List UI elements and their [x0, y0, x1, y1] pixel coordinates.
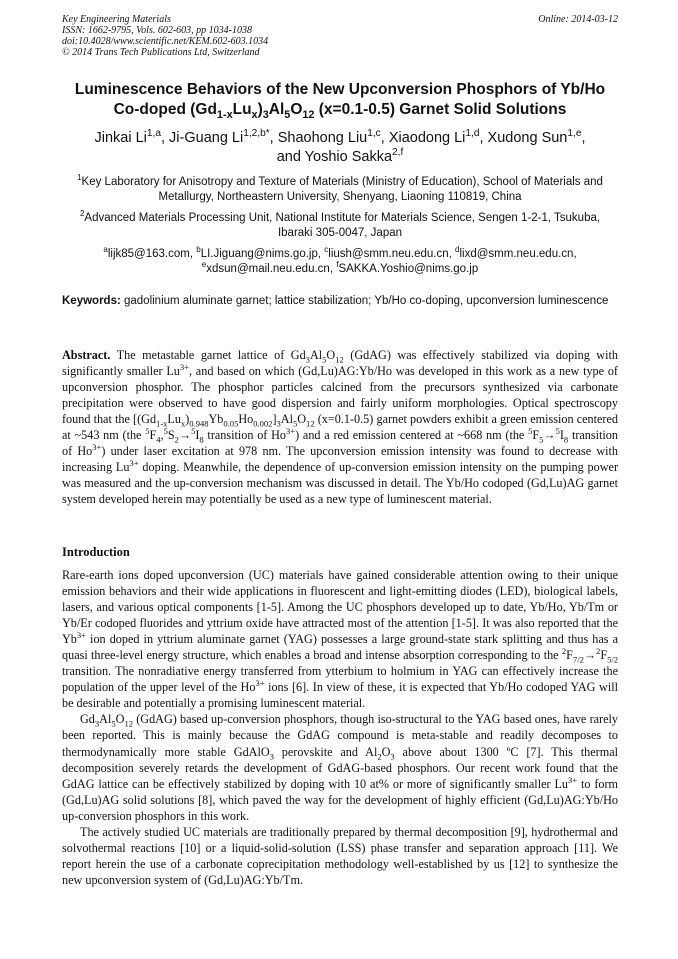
text-run: 3+ [92, 442, 102, 453]
text-run: 3 [94, 718, 100, 729]
text-run: F [600, 648, 608, 663]
text-run: ion doped in yttrium aluminate garnet (YAG) possesses a large ground-state stark splitting and thus has a quasi three-level energy structure, which enables a broad and intense absorption corresponding to the [62, 632, 618, 663]
text-run: 3 [276, 418, 281, 429]
email-link[interactable]: $^b$LI.Jiguang@nims.go.jp [196, 245, 318, 260]
text-run: Rare-earth ions doped upconversion (UC) materials have gained considerable attention owing to their unique emission behaviors and their wide applications in fluorescent and light-emitting diodes (LED), biological labels, lasers, and various optical components [1-5]. Among the UC phosphors developed up to date, Yb/Ho, Yb/Tm or Yb/Er codoped fluorides and yttrium oxide have attracted most of the attention [1-5]. It was also reported that the Yb [62, 568, 618, 647]
text-run: 5 [539, 434, 544, 445]
text-run: 5 [292, 418, 298, 429]
author-list [62, 129, 618, 167]
paragraph [62, 824, 618, 888]
text-run: 8 [199, 434, 204, 445]
text-run: perovskite and Al [273, 744, 378, 759]
text-run: → [543, 428, 556, 443]
text-run: 3 [305, 354, 310, 365]
text-run: The metastable garnet lattice of Gd [110, 348, 306, 362]
text-run: → [178, 428, 192, 443]
text-run: above about 1300 ºC [7]. This thermal decomposition severely retards the development of GdAG-based phosphors. Our recent work found that the GdAG lattice can be effectively stabilized by doping with 10 at% or more of significantly smaller Lu [62, 744, 618, 791]
text-run: F [149, 428, 157, 443]
text-run: O [381, 744, 391, 759]
email-link[interactable]: $^f$SAKKA.Yoshio@nims.go.jp [336, 260, 479, 275]
abstract-body [62, 348, 618, 506]
text-run: , [160, 428, 164, 443]
text-run: 3 [390, 750, 395, 761]
journal-copyright: © 2014 Trans Tech Publications Ltd, Switzerland [62, 47, 260, 58]
text-run: 0.05 [223, 418, 239, 429]
section-heading-introduction: Introduction [62, 545, 130, 559]
keywords-text: gadolinium aluminate garnet; lattice stabilization; Yb/Ho co-doping, upconversion luminescence [120, 295, 609, 307]
text-run: Al [309, 348, 323, 362]
text-run: I [559, 428, 564, 443]
paragraph [62, 567, 618, 711]
text-run: 3+ [255, 678, 265, 689]
text-run: Al [99, 712, 112, 727]
affiliation-2: $^2$Advanced Materials Processing Unit, National Institute for Materials Science, Sengen 1-2-1, Tsukuba, Ibaraki 305-0047, Japan [79, 209, 601, 239]
text-run: Gd [80, 712, 95, 727]
text-run: 5/2 [607, 654, 618, 665]
text-run: Lu [167, 412, 181, 427]
text-run: → [583, 648, 597, 663]
text-run: transition of Ho [62, 428, 618, 459]
text-run: 3+ [129, 458, 139, 469]
text-run: to form (Gd,Lu)AG solid solutions [8], which paved the way for the development of highly efficient (Gd,Lu)AG:Yb/Ho up-conversion phosphors in this work. [62, 776, 619, 823]
paragraph [62, 711, 618, 823]
keywords-label: Keywords: [62, 295, 121, 307]
text-run: 1-x [156, 418, 168, 429]
author: Xudong Sun$^{1,e}$, [487, 128, 586, 146]
email-link[interactable]: $^c$liush@smm.neu.edu.cn [324, 245, 449, 260]
text-run: 5 [191, 426, 196, 437]
text-run: ) [185, 412, 190, 427]
text-run: O [297, 412, 307, 427]
journal-header [62, 14, 618, 58]
text-run: x [180, 418, 186, 429]
text-run: transition of Ho [203, 428, 287, 443]
text-run: , and based on which (Gd,Lu)AG:Yb/Ho was developed in this work as a new type of upconversion phosphor. The phosphor particles calcined from the precursors synthesized via carbonate precipitation were observed to have good dispersion and fairly uniform morphologies. Optical spectroscopy found that the [(Gd [62, 364, 618, 427]
paper-title [62, 80, 618, 120]
author: Shaohong Liu$^{1,c}$, [277, 128, 389, 146]
author: and Yoshio Sakka$^{2,f}$ [276, 147, 404, 165]
abstract [62, 347, 618, 507]
text-run: 7/2 [572, 654, 584, 665]
text-run: 3+ [76, 630, 86, 641]
text-run: 4 [156, 434, 161, 445]
text-run: 12 [124, 718, 133, 729]
text-run: O [326, 348, 336, 362]
journal-doi[interactable]: doi:10.4028/www.scientific.net/KEM.602-603.1034 [62, 36, 269, 47]
text-run: 2 [174, 434, 179, 445]
author: Xiaodong Li$^{1,d}$, [388, 128, 488, 146]
text-run: 2 [377, 750, 382, 761]
title-line-2: Co-doped $(Gd_{1-x}Lu_x)_3Al_5O_{12}$ (x=0.1-0.5) Garnet Solid Solutions [113, 101, 567, 122]
text-run: Yb [208, 412, 224, 427]
text-run: 3+ [179, 361, 189, 372]
text-run: 5 [111, 718, 116, 729]
email-link[interactable]: $^a$lijk85@163.com [103, 245, 190, 260]
text-run: 0.002 [253, 418, 273, 429]
text-run: I [195, 428, 200, 443]
introduction-body [62, 567, 618, 888]
text-run: ] [272, 412, 277, 427]
text-run: Al [280, 412, 293, 427]
email-link[interactable]: $^e$xdsun@mail.neu.edu.cn [201, 260, 330, 275]
journal-issn: ISSN: 1662-9795, Vols. 602-603, pp 1034-1038 [62, 25, 252, 36]
text-run: 5 [145, 426, 150, 437]
author: Ji-Guang $Li^{1,2,b*}$, [169, 128, 278, 146]
author: Jinkai Li$^{1,a}$, [94, 128, 170, 146]
abstract-label: Abstract. [62, 348, 111, 362]
text-run: 5 [555, 426, 560, 437]
text-run: (GdAG) based up-conversion phosphors, though iso-structural to the YAG based ones, have rarely been reported. This is mainly because the GdAG compound is meta-stable and readily decomposes to thermodynamically more stable GdAlO [62, 712, 618, 759]
text-run: (GdAG) was effectively stabilized via doping with significantly smaller Lu [62, 348, 618, 379]
text-run: F [566, 648, 573, 663]
text-run: Ho [238, 412, 254, 427]
title-line-1: Luminescence Behaviors of the New Upconversion Phosphors of Yb/Ho [74, 81, 606, 98]
email-link[interactable]: $^d$lixd@smm.neu.edu.cn [455, 245, 574, 260]
keywords [62, 294, 618, 309]
online-date: Online: 2014-03-12 [538, 14, 618, 25]
text-run: 8 [563, 434, 569, 445]
text-run: (x=0.1-0.5) garnet powders exhibit a green emission centered at ~543 nm (the [62, 412, 618, 443]
text-run: ions [6]. In view of these, it is expected that Yb/Ho codoped YAG will be desirable and potentially a promising luminescent material. [62, 680, 618, 711]
text-run: 3+ [567, 774, 578, 785]
text-run: 5 [322, 354, 327, 365]
text-run: F [532, 428, 540, 443]
text-run: 12 [335, 354, 344, 365]
text-run: transition. The nonradiative energy transferred from ytterbium to holmium in YAG can effectively increase the population of the upper level of the Ho [62, 664, 618, 695]
text-run: doping. Meanwhile, the dependence of up-conversion emission intensity on the pumping power was measured and the up-conversion mechanism was discussed in detail. The Yb/Ho codoped (Gd,Lu)AG garnet system developed herein may potentially be used as a new type of luminescent material. [62, 460, 619, 507]
text-run: 5 [163, 426, 168, 437]
text-run: 0.948 [189, 418, 209, 429]
email-list: $^a$lijk85@163.com, $^b$LI.Jiguang@nims.go.jp, $^c$liush@smm.neu.edu.cn, $^d$lixd@smm.neu.edu.cn, $^e$xdsun@mail.neu.edu.cn, $^f$SAKKA.Yoshio@nims.go.jp [103, 245, 577, 275]
affiliation-1: $^1$Key Laboratory for Anisotropy and Texture of Materials (Ministry of Education), School of Materials and Metallurgy, Northeastern University, Shenyang, Liaoning 110819, China [77, 173, 603, 203]
text-run: O [115, 712, 125, 727]
text-run: 2 [561, 646, 567, 657]
text-run: 3 [269, 750, 274, 761]
text-run: 12 [306, 418, 315, 429]
text-run: 3+ [286, 426, 296, 437]
text-run: S [167, 428, 175, 443]
text-run: 5 [528, 426, 533, 437]
text-run: The actively studied UC materials are traditionally prepared by thermal decomposition [9], hydrothermal and solvothermal reactions [10] or a liquid-solid-solution (LSS) phase transfer and separation approach [11]. We report herein the use of a carbonate coprecipitation methodology well-established by us [12] to synthesize the new upconversion system of (Gd,Lu)AG:Yb/Tm. [62, 824, 618, 887]
text-run: ) and a red emission centered at ~668 nm (the [295, 428, 529, 443]
text-run: ) under laser excitation at 978 nm. The upconversion emission intensity was found to decrease with increasing Lu [62, 444, 618, 475]
text-run: 2 [596, 646, 601, 657]
journal-name: Key Engineering Materials [62, 14, 171, 25]
